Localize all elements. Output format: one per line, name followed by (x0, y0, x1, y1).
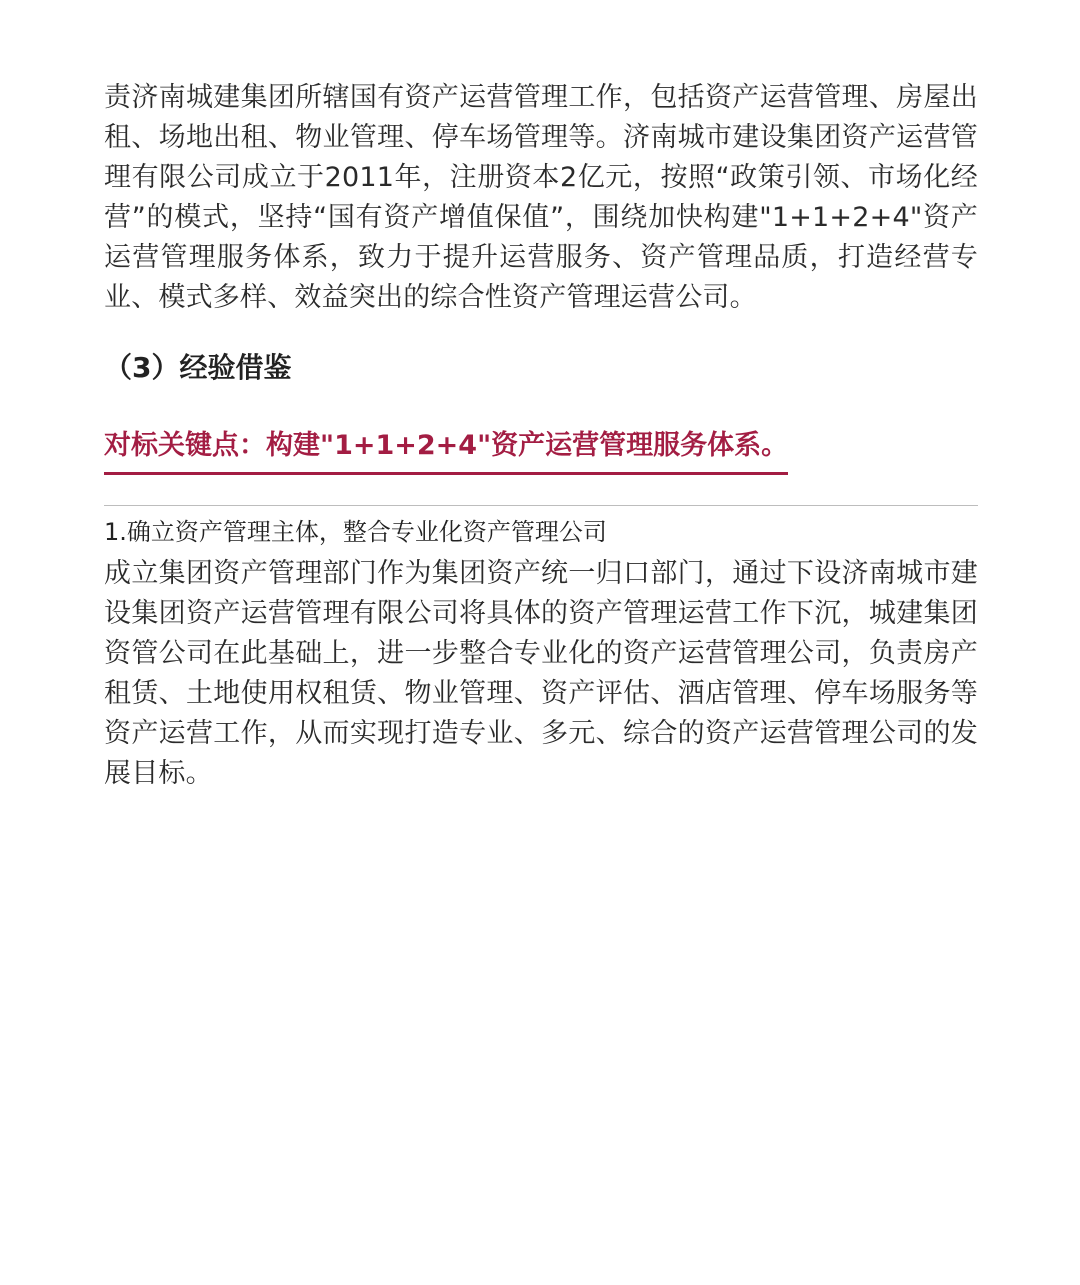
highlight-block (104, 426, 788, 475)
intro-paragraph: 责济南城建集团所辖国有资产运营管理工作，包括资产运营管理、房屋出租、场地出租、物业管理、停车场管理等。济南城市建设集团资产运营管理有限公司成立于2011年，注册资本2亿元，按照“政策引领、市场化经营”的模式，坚持“国有资产增值保值”，围绕加快构建"1+1+2+4"资产运营管理服务体系，致力于提升运营服务、资产管理品质，打造经营专业、模式多样、效益突出的综合性资产管理运营公司。 (104, 82, 978, 313)
highlight-key-point: 对标关键点：构建"1+1+2+4"资产运营管理服务体系。 (104, 430, 789, 461)
sub-heading: 1.确立资产管理主体，整合专业化资产管理公司 (104, 518, 607, 546)
article-content (104, 78, 978, 794)
body-paragraph: 成立集团资产管理部门作为集团资产统一归口部门，通过下设济南城市建设集团资产运营管理有限公司将具体的资产管理运营工作下沉，城建集团资管公司在此基础上，进一步整合专业化的资产运营管理公司，负责房产租赁、土地使用权租赁、物业管理、资产评估、酒店管理、停车场服务等资产运营工作，从而实现打造专业、多元、综合的资产运营管理公司的发展目标。 (104, 558, 978, 789)
divider (104, 505, 978, 506)
section-heading: （3）经验借鉴 (104, 351, 292, 384)
